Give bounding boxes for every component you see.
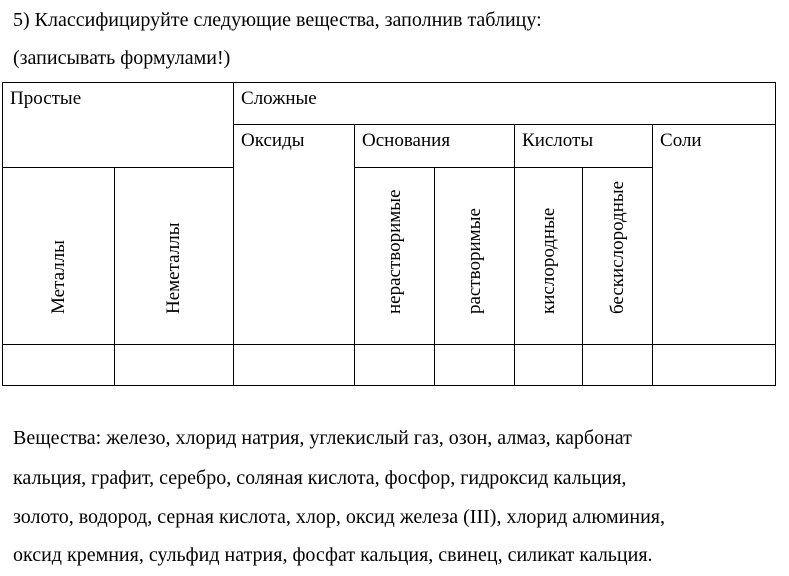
header-simple: Простые [3,83,234,168]
header-bases: Основания [355,125,515,168]
header-oxygen-acids: кислородные [515,168,583,345]
task-title: 5) Классифицируйте следующие вещества, заполнив таблицу: [13,9,542,31]
header-soluble-bases: растворимые [435,168,515,345]
answer-cell-metals[interactable] [3,345,115,386]
answer-cell-insoluble-bases[interactable] [355,345,435,386]
answer-cell-oxides[interactable] [234,345,355,386]
header-insoluble-bases: нерастворимые [355,168,435,345]
answer-row [3,345,776,386]
substances-line-2: кальция, графит, серебро, соляная кислота, фосфор, гидроксид кальция, [13,467,627,489]
task-instruction: (записывать формулами!) [13,47,231,69]
substances-line-1: Вещества: железо, хлорид натрия, углекислый газ, озон, алмаз, карбонат [13,427,632,449]
header-metals: Металлы [3,168,115,345]
answer-cell-oxygen-acids[interactable] [515,345,583,386]
header-nonmetals: Неметаллы [115,168,234,345]
header-oxides: Оксиды [234,125,355,345]
answer-cell-oxygenless-acids[interactable] [583,345,653,386]
answer-cell-salts[interactable] [653,345,776,386]
header-salts: Соли [653,125,776,345]
answer-cell-soluble-bases[interactable] [435,345,515,386]
answer-cell-nonmetals[interactable] [115,345,234,386]
header-acids: Кислоты [515,125,653,168]
classification-table [2,82,776,386]
header-oxygenless-acids: бескислородные [583,168,653,345]
header-complex: Сложные [234,83,776,125]
substances-line-3: золото, водород, серная кислота, хлор, оксид железа (III), хлорид алюминия, [13,506,665,528]
substances-line-4: оксид кремния, сульфид натрия, фосфат кальция, свинец, силикат кальция. [13,544,653,566]
